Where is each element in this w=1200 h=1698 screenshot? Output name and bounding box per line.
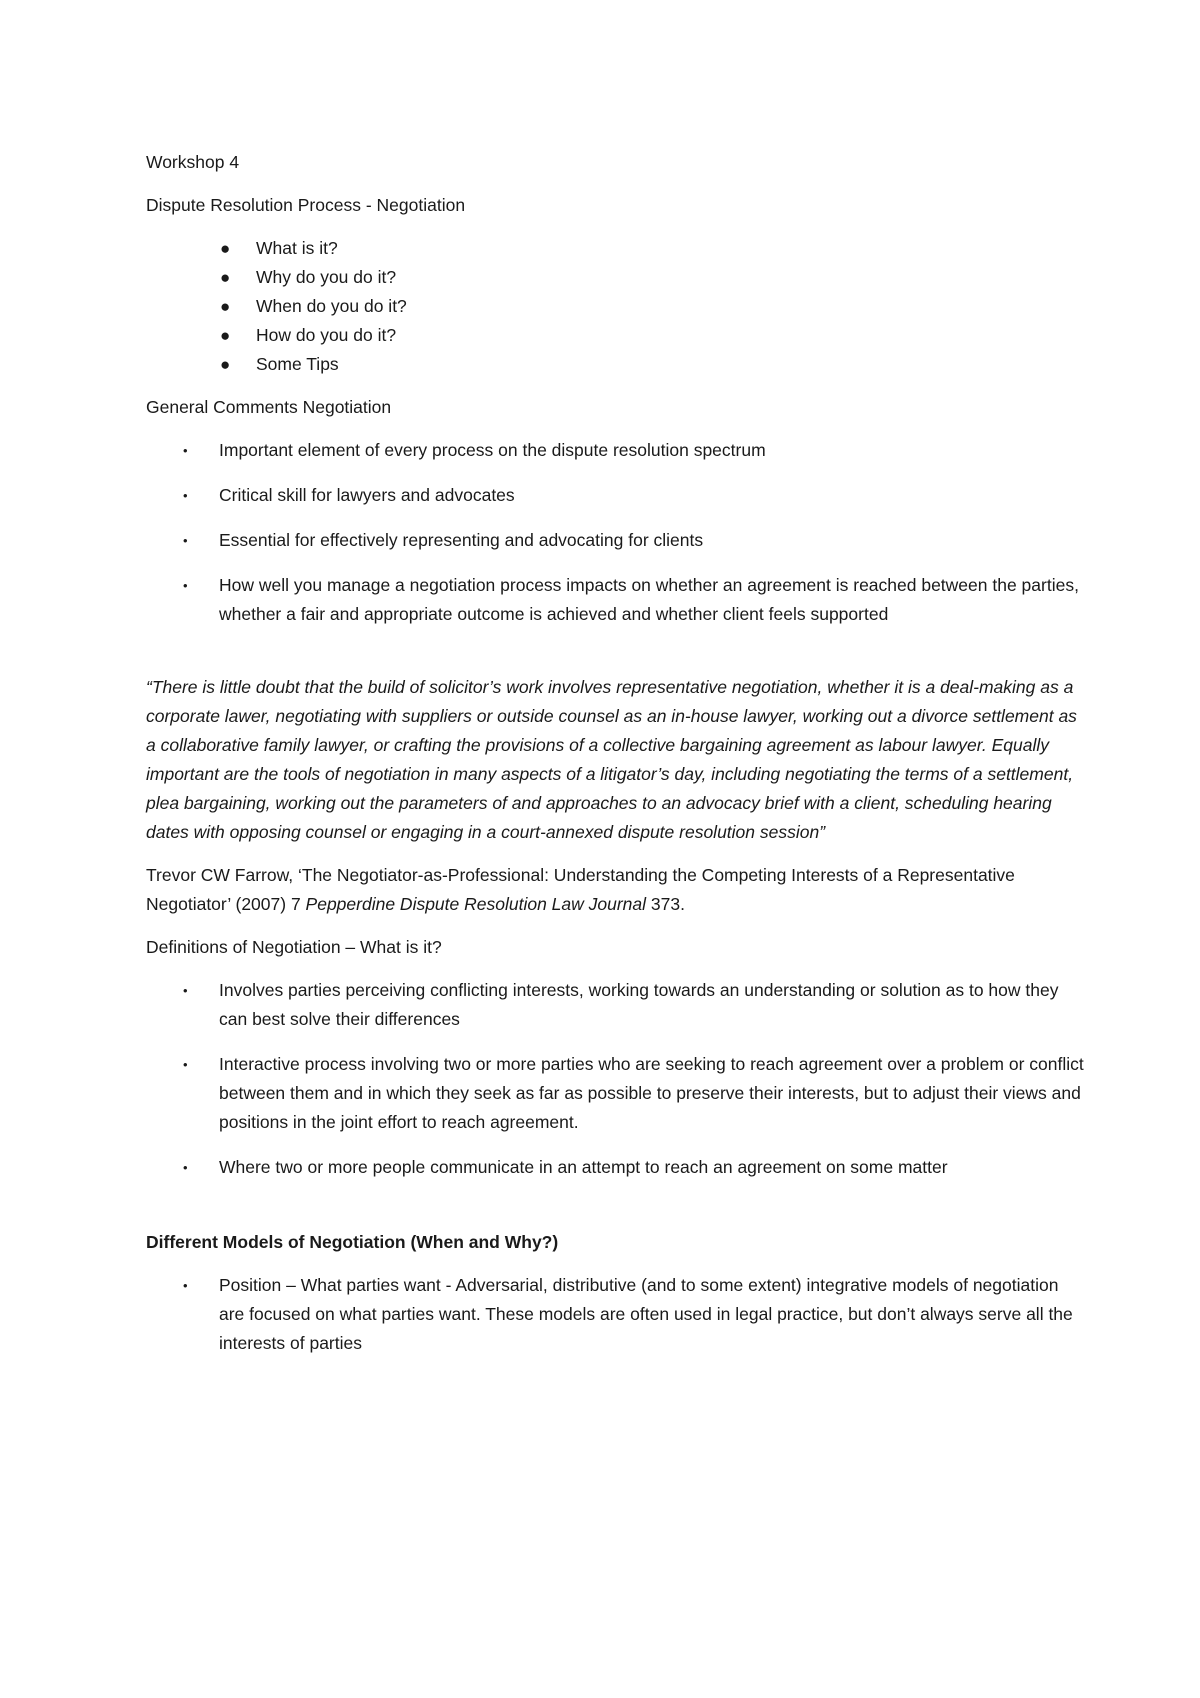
document-subtitle: Dispute Resolution Process - Negotiation (146, 195, 466, 215)
models-list (146, 1271, 1086, 1358)
bullet-icon: • (183, 1278, 188, 1293)
list-item: • Interactive process involving two or more parties who are seeking to reach agreement over a problem or conflict between them and in which they seek as far as possible to preserve their interests, but to adjust their views and positions in the joint effort to reach agreement. (146, 1050, 1086, 1137)
bullet-icon: ● (220, 297, 231, 316)
list-item: ● How do you do it? (146, 321, 1086, 350)
list-item: • Critical skill for lawyers and advocates (146, 481, 1086, 510)
bullet-icon: • (183, 488, 188, 503)
workshop-title: Workshop 4 (146, 152, 240, 172)
bullet-icon: • (183, 983, 188, 998)
journal-title: Pepperdine Dispute Resolution Law Journal (305, 894, 647, 914)
list-item: ● Some Tips (146, 350, 1086, 379)
bullet-icon: ● (220, 326, 231, 345)
list-item: ● When do you do it? (146, 292, 1086, 321)
general-comments-list (146, 436, 1086, 629)
list-item: ● What is it? (146, 234, 1086, 263)
bullet-icon: • (183, 578, 188, 593)
citation: Trevor CW Farrow, ‘The Negotiator-as-Professional: Understanding the Competing Interests of a Representative Negotiator’ (2007) 7 Pepperdine Dispute Resolution Law Journal 373. (146, 865, 1015, 914)
bullet-icon: ● (220, 355, 231, 374)
farrow-quote: “There is little doubt that the build of solicitor’s work involves representative negotiation, whether it is a deal-making as a corporate lawer, negotiating with suppliers or outside counsel as an in-house lawyer, working out a divorce settlement as a collaborative family lawyer, or crafting the provisions of a collective bargaining agreement as labour lawyer. Equally important are the tools of negotiation in many aspects of a litigator’s day, including negotiating the terms of a settlement, plea bargaining, working out the parameters of and approaches to an advocacy brief with a client, scheduling hearing dates with opposing counsel or engaging in a court-annexed dispute resolution session” (146, 677, 1077, 842)
list-item: • Important element of every process on the dispute resolution spectrum (146, 436, 1086, 465)
list-item: • Involves parties perceiving conflicting interests, working towards an understanding or solution as to how they can best solve their differences (146, 976, 1086, 1034)
definitions-list (146, 976, 1086, 1182)
list-item: • How well you manage a negotiation process impacts on whether an agreement is reached between the parties, whether a fair and appropriate outcome is achieved and whether client feels supported (146, 571, 1086, 629)
document-page (146, 148, 1086, 1374)
list-item: • Position – What parties want - Adversarial, distributive (and to some extent) integrative models of negotiation are focused on what parties want. These models are often used in legal practice, but don’t always serve all the interests of parties (146, 1271, 1086, 1358)
list-item: • Essential for effectively representing and advocating for clients (146, 526, 1086, 555)
contents-list (146, 234, 1086, 379)
definitions-heading: Definitions of Negotiation – What is it? (146, 937, 442, 957)
list-item: ● Why do you do it? (146, 263, 1086, 292)
spacer (146, 1198, 1086, 1228)
list-item: • Where two or more people communicate in an attempt to reach an agreement on some matter (146, 1153, 1086, 1182)
bullet-icon: • (183, 533, 188, 548)
models-heading: Different Models of Negotiation (When and Why?) (146, 1232, 559, 1252)
bullet-icon: • (183, 1057, 188, 1072)
general-comments-heading: General Comments Negotiation (146, 397, 392, 417)
bullet-icon: • (183, 443, 188, 458)
bullet-icon: ● (220, 239, 231, 258)
bullet-icon: ● (220, 268, 231, 287)
bullet-icon: • (183, 1160, 188, 1175)
